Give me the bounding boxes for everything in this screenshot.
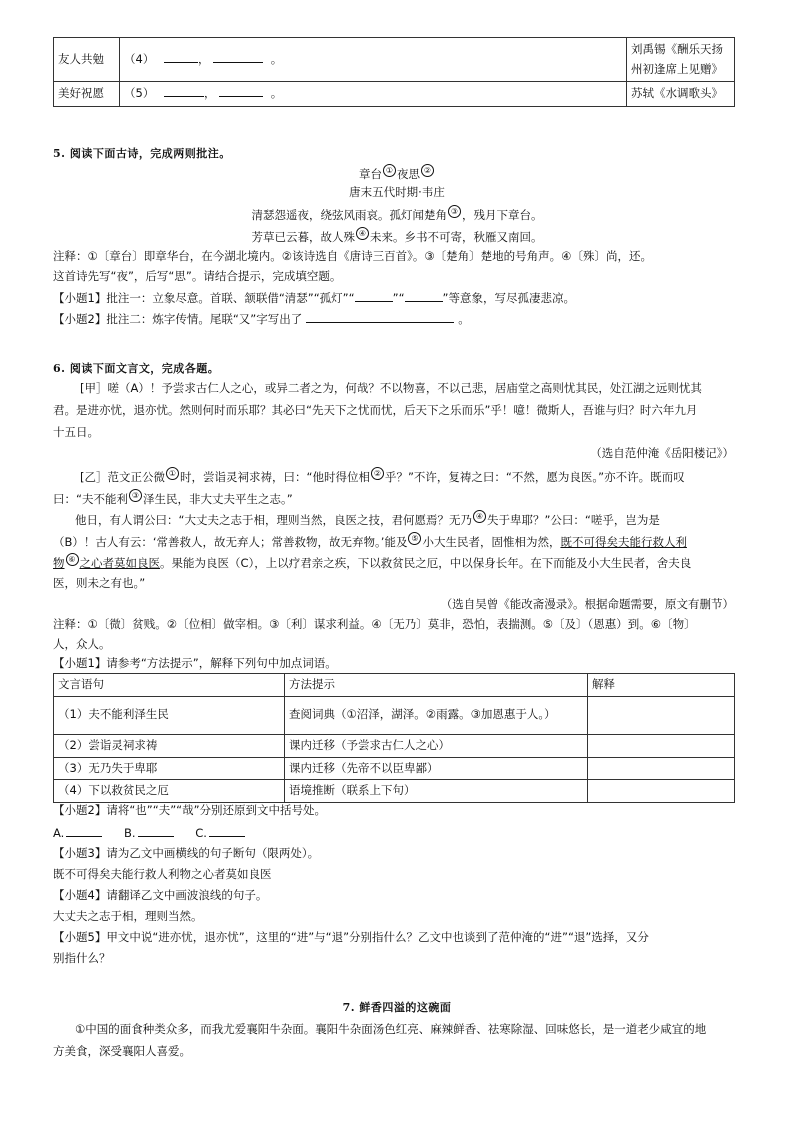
passage-yi-line: 他日，有人谓公曰：“大丈夫之志于相，理则当然，良医之技，君何愿焉？无乃 ④ 失于卑耶？”公曰：“嗟乎，岂为是 — [75, 512, 660, 527]
column-header: 文言语句 — [54, 674, 285, 697]
poem-author: 唐末五代时期·韦庄 — [349, 185, 445, 199]
column-header: 解释 — [588, 674, 735, 697]
q7-paragraph: ①中国的面食种类众多，而我尤爱襄阳牛杂面。襄阳牛杂面汤色红亮、麻辣鲜香、祛寒除湿、回味悠长，是一道老少咸宜的地 — [75, 1022, 707, 1036]
q6-heading: 6. 阅读下面文言文，完成各题。 — [53, 362, 220, 375]
q5-sub2: 【小题2】批注二：炼字传情。尾联“又”字写出了 。 — [53, 312, 470, 326]
answer-blank[interactable] — [138, 824, 174, 837]
poem-line: 芳草已云暮，故人殊 ④ 未来。乡书不可寄，秋雁又南回。 — [251, 229, 543, 244]
column-header: 方法提示 — [285, 674, 588, 697]
answer-blank[interactable] — [219, 84, 263, 97]
q6-sub4-sentence: 大丈夫之志于相，理则当然。 — [53, 909, 203, 923]
poem-theme-table — [53, 37, 735, 107]
passage-jia-line: [甲］嗟（A）！予尝求古仁人之心，或异二者之为，何哉？不以物喜，不以己悲，居庙堂之高则忧其民，处江湖之远则忧其 — [80, 381, 702, 395]
q5-sub1: 【小题1】批注一：立象尽意。首联、颔联借“清瑟”“孤灯”“ ”“ ”等意象，写尽孤凄悲凉。 — [53, 291, 575, 305]
theme-cell: 友人共勉 — [54, 38, 120, 82]
passage-yi-line: 物 ⑥ 之心者莫如良医。果能为良医（C），上以疗君亲之疾，下以救贫民之厄，中以保身长年。在下而能及小大生民者，舍夫良 — [53, 555, 692, 570]
q6-sub2: 【小题2】请将“也”“夫”“哉”分别还原到文中括号处。 — [53, 803, 327, 817]
passage-jia-line: 十五日。 — [53, 425, 99, 439]
table-row — [54, 38, 735, 82]
q6-sub5: 【小题5】甲文中说“进亦忧，退亦忧”，这里的“进”与“退”分别指什么？乙文中也谈到了范仲淹的“进”“退”选择，又分 — [53, 930, 649, 944]
q6-sub3: 【小题3】请为乙文中画横线的句子断句（限两处）。 — [53, 846, 320, 860]
source-cell: 刘禹锡《酬乐天扬州初逢席上见赠》 — [627, 38, 735, 82]
underlined-sentence: 之心者莫如良医 — [79, 555, 160, 570]
passage-yi-line: （B）！古人有云：‘常善救人，故无弃人；常善救物，故无弃物。’能及 ⑤ 小大生民者，固惟相为然，既不可得矣夫能行救人利 — [53, 534, 687, 549]
answer-cell: （5） ， 。 — [120, 82, 627, 107]
passage-note: 人，众人。 — [53, 637, 111, 651]
table-row: （4）下以救贫民之厄 语境推断（联系上下句） — [54, 780, 735, 803]
passage-yi-line: 曰：“夫不能利 ③ 泽生民，非大丈夫平生之志。” — [53, 491, 293, 506]
q5-intro: 这首诗先写“夜”，后写“思”。请结合提示，完成填空题。 — [53, 269, 342, 283]
answer-cell[interactable] — [588, 734, 735, 757]
q5-heading: 5. 阅读下面古诗，完成两则批注。 — [53, 147, 231, 160]
answer-cell[interactable] — [588, 780, 735, 803]
table-row — [54, 82, 735, 107]
answer-blank[interactable] — [405, 289, 443, 302]
table-row: （2）尝诣灵祠求祷 课内迁移（予尝求古仁人之心） — [54, 734, 735, 757]
answer-blank[interactable] — [213, 50, 263, 63]
q6-sub3-sentence: 既不可得矣夫能行救人利物之心者莫如良医 — [53, 867, 272, 881]
q7-paragraph: 方美食，深受襄阳人喜爱。 — [53, 1044, 191, 1058]
passage-note: 注释：①〔微〕贫贱。②〔位相〕做宰相。③〔利〕谋求利益。④〔无乃〕莫非，恐怕，表揣测。⑤〔及〕（恩惠）到。⑥〔物〕 — [53, 617, 696, 631]
passage-yi-line: 医，则未之有也。” — [53, 576, 146, 590]
passage-jia-source: （选自范仲淹《岳阳楼记》） — [590, 446, 734, 460]
answer-blank[interactable] — [66, 824, 102, 837]
table-header-row — [54, 674, 735, 697]
answer-blank[interactable] — [164, 84, 204, 97]
poem-title: 章台 ① 夜思 ② — [0, 164, 794, 184]
table-row: （3）无乃失于卑耶 课内迁移（先帝不以臣卑鄙） — [54, 757, 735, 780]
passage-yi-source: （选自吴曾《能改斋漫录》。根据命题需要，原文有删节） — [440, 597, 734, 611]
answer-cell: （4） ， 。 — [120, 38, 627, 82]
poem-note: 注释：①〔章台〕即章华台，在今湖北境内。②该诗选自《唐诗三百首》。③〔楚角〕楚地的号角声。④〔殊〕尚，还。 — [53, 249, 652, 263]
answer-cell[interactable] — [588, 696, 735, 734]
table-row: （1）夫不能利泽生民 查阅词典（①沼泽，湖泽。②雨露。③加恩惠于人。） — [54, 696, 735, 734]
passage-jia-line: 君。是进亦忧，退亦忧。然则何时而乐耶？其必曰“先天下之忧而忧，后天下之乐而乐”乎！噫！微斯人，吾谁与归？时六年九月 — [53, 403, 698, 417]
answer-blank[interactable] — [306, 310, 454, 323]
answer-blank[interactable] — [209, 824, 245, 837]
q6-sub5: 别指什么？ — [53, 951, 111, 965]
source-cell: 苏轼《水调歌头》 — [627, 82, 735, 107]
poem-line: 清瑟怨遥夜，绕弦风雨哀。孤灯闻楚角 ③ ，残月下章台。 — [251, 207, 543, 222]
q7-heading: 7. 鲜香四溢的这碗面 — [342, 1001, 452, 1014]
theme-cell: 美好祝愿 — [54, 82, 120, 107]
answer-blank[interactable] — [355, 289, 393, 302]
answer-cell[interactable] — [588, 757, 735, 780]
method-table — [53, 673, 735, 803]
passage-yi-line: [乙］范文正公微 ① 时，尝诣灵祠求祷，曰：“他时得位相 ② 乎？”不许，复祷之曰：“不然，愿为良医。”亦不许。既而叹 — [80, 469, 685, 484]
q6-sub2-options: A. B. C. — [53, 824, 245, 843]
q6-sub4: 【小题4】请翻译乙文中画波浪线的句子。 — [53, 888, 268, 902]
answer-blank[interactable] — [164, 50, 198, 63]
underlined-sentence: 既不可得矣夫能行救人利 — [560, 534, 687, 549]
q6-sub1: 【小题1】请参考“方法提示”，解释下列句中加点词语。 — [53, 656, 337, 670]
